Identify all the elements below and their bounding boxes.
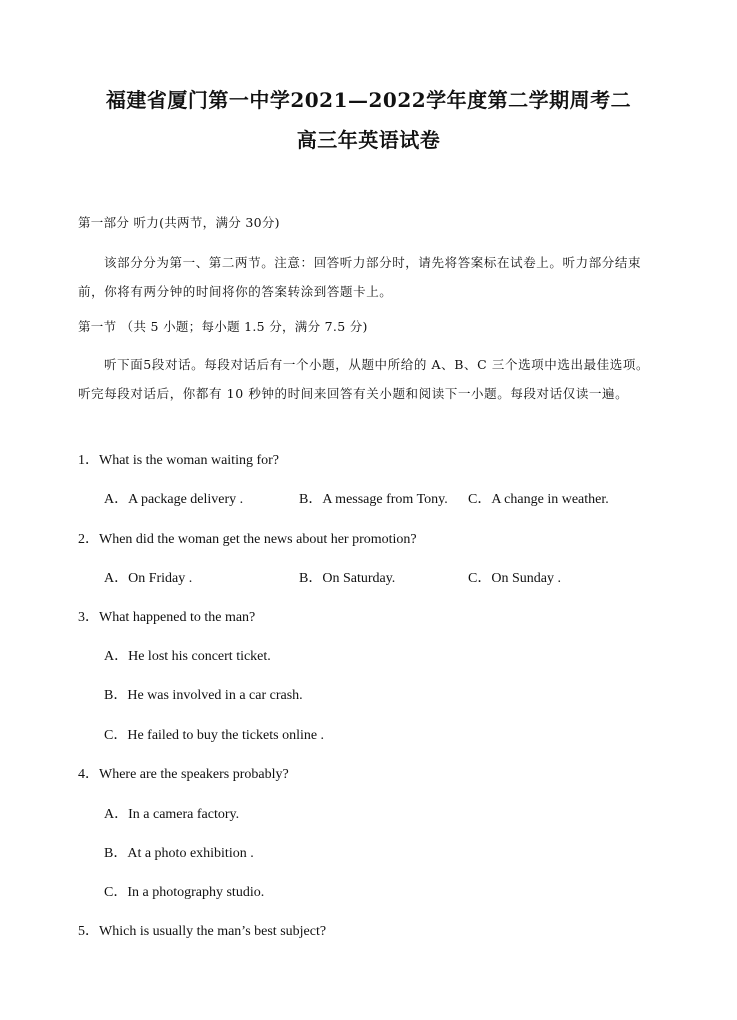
- question-5-stem: 5．Which is usually the man’s best subject?: [78, 924, 327, 939]
- part1-instructions: 该部分分为第一、第二两节。注意：回答听力部分时，请先将答案标在试卷上。听力部分结束前，你将有两分钟的时间将你的答案转涂到答题卡上。: [78, 255, 642, 299]
- question-2-option-c: C．On Sunday .: [468, 571, 561, 586]
- question-1-stem: 1．What is the woman waiting for?: [78, 453, 280, 468]
- question-3-option-b: B．He was involved in a car crash.: [104, 688, 303, 703]
- section1-heading: 第一节 （共 5 小题；每小题 1.5 分，满分 7.5 分): [78, 319, 368, 334]
- exam-title: 福建省厦门第一中学2021—2022学年度第二学期周考二: [105, 88, 632, 112]
- part1-heading: 第一部分 听力(共两节，满分 30分): [78, 215, 280, 230]
- question-2-stem: 2．When did the woman get the news about her promotion?: [78, 532, 417, 547]
- question-4-stem: 4．Where are the speakers probably?: [78, 767, 289, 782]
- question-4-option-b: B．At a photo exhibition .: [104, 846, 254, 861]
- section1-instructions: 听下面5段对话。每段对话后有一个小题，从题中所给的 A、B、C 三个选项中选出最佳选项。听完每段对话后，你都有 10 秒钟的时间来回答有关小题和阅读下一小题。每段对话仅读一遍。: [78, 357, 650, 401]
- question-3-stem: 3．What happened to the man?: [78, 610, 256, 625]
- question-2-option-a: A．On Friday .: [104, 571, 193, 586]
- question-1-option-b: B．A message from Tony.: [299, 492, 448, 507]
- question-3-option-c: C．He failed to buy the tickets online .: [104, 728, 325, 743]
- question-1-option-a: A．A package delivery .: [104, 492, 244, 507]
- question-3-option-a: A．He lost his concert ticket.: [104, 649, 271, 664]
- question-4-option-c: C．In a photography studio.: [104, 885, 265, 900]
- exam-subtitle: 高三年英语试卷: [296, 128, 441, 152]
- question-1-option-c: C．A change in weather.: [468, 492, 609, 507]
- question-2-option-b: B．On Saturday.: [299, 571, 396, 586]
- question-4-option-a: A．In a camera factory.: [104, 807, 240, 822]
